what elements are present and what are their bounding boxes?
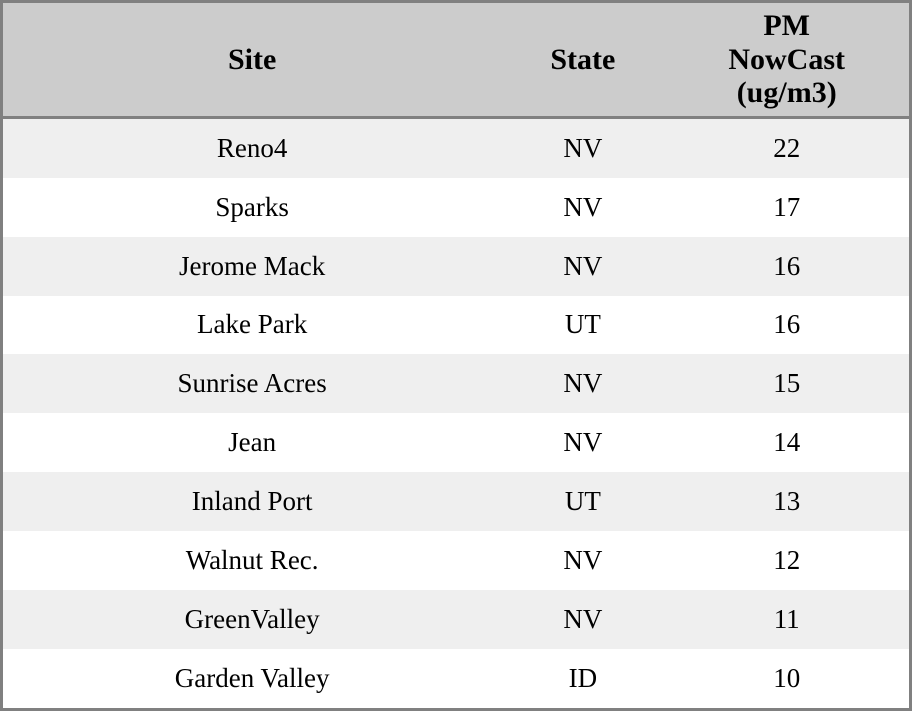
cell-site: GreenValley — [3, 590, 501, 649]
column-header-pm-line-2: NowCast — [728, 42, 846, 76]
table-row — [3, 590, 909, 649]
cell-site: Walnut Rec. — [3, 531, 501, 590]
cell-site: Sunrise Acres — [3, 354, 501, 413]
cell-state: NV — [501, 531, 664, 590]
table-body — [3, 117, 909, 708]
cell-state: NV — [501, 237, 664, 296]
cell-pm: 12 — [664, 531, 909, 590]
table-row — [3, 296, 909, 355]
cell-state: NV — [501, 117, 664, 177]
cell-pm: 15 — [664, 354, 909, 413]
cell-pm: 22 — [664, 117, 909, 177]
table-row — [3, 117, 909, 177]
table-row — [3, 472, 909, 531]
table-row — [3, 178, 909, 237]
column-header-state-line-1: State — [550, 42, 616, 76]
cell-pm: 14 — [664, 413, 909, 472]
cell-site: Sparks — [3, 178, 501, 237]
table-row — [3, 354, 909, 413]
column-header-state — [501, 3, 664, 117]
column-header-pm-nowcast — [664, 3, 909, 117]
table-header-row — [3, 3, 909, 117]
table-row — [3, 649, 909, 708]
column-header-site-line-1: Site — [227, 42, 277, 76]
table-header — [3, 3, 909, 117]
cell-state: ID — [501, 649, 664, 708]
cell-site: Reno4 — [3, 117, 501, 177]
cell-site: Jean — [3, 413, 501, 472]
cell-site: Jerome Mack — [3, 237, 501, 296]
cell-site: Lake Park — [3, 296, 501, 355]
table-row — [3, 413, 909, 472]
column-header-pm-line-3: (ug/m3) — [736, 76, 837, 110]
table-row — [3, 531, 909, 590]
aqi-table — [3, 3, 909, 708]
cell-state: NV — [501, 354, 664, 413]
cell-state: UT — [501, 472, 664, 531]
cell-state: UT — [501, 296, 664, 355]
cell-pm: 11 — [664, 590, 909, 649]
cell-pm: 10 — [664, 649, 909, 708]
cell-state: NV — [501, 590, 664, 649]
cell-pm: 16 — [664, 296, 909, 355]
cell-site: Inland Port — [3, 472, 501, 531]
column-header-site — [3, 3, 501, 117]
cell-pm: 13 — [664, 472, 909, 531]
cell-site: Garden Valley — [3, 649, 501, 708]
cell-state: NV — [501, 413, 664, 472]
cell-pm: 17 — [664, 178, 909, 237]
cell-pm: 16 — [664, 237, 909, 296]
table-row — [3, 237, 909, 296]
cell-state: NV — [501, 178, 664, 237]
column-header-pm-line-1: PM — [763, 9, 810, 42]
